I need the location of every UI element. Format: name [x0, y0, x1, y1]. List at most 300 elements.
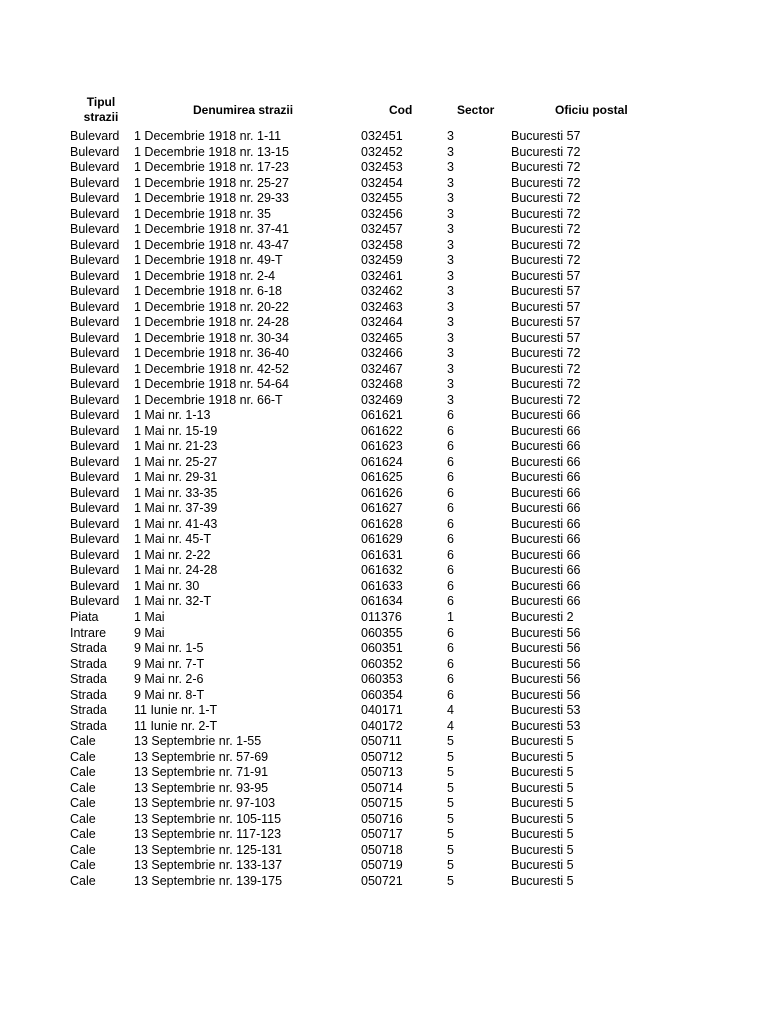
- cell-post-office: Bucuresti 66: [511, 470, 581, 485]
- table-row: [0, 579, 768, 595]
- cell-street-name: 13 Septembrie nr. 133-137: [134, 858, 283, 873]
- cell-sector: 5: [447, 873, 454, 888]
- cell-postal-code: 050713: [361, 765, 403, 780]
- cell-street-type: Strada: [70, 718, 107, 733]
- cell-sector: 3: [447, 377, 454, 392]
- cell-post-office: Bucuresti 5: [511, 858, 574, 873]
- cell-post-office: Bucuresti 66: [511, 485, 581, 500]
- cell-sector: 6: [447, 532, 454, 547]
- cell-postal-code: 050715: [361, 796, 403, 811]
- cell-street-name: 13 Septembrie nr. 125-131: [134, 842, 283, 857]
- table-row: [0, 796, 768, 812]
- table-row: [0, 331, 768, 347]
- cell-street-name: 1 Mai: [134, 609, 165, 624]
- cell-street-name: 1 Decembrie 1918 nr. 20-22: [134, 299, 289, 314]
- cell-street-name: 1 Decembrie 1918 nr. 43-47: [134, 237, 289, 252]
- cell-street-type: Bulevard: [70, 392, 120, 407]
- cell-street-name: 1 Decembrie 1918 nr. 17-23: [134, 160, 289, 175]
- table-row: [0, 874, 768, 890]
- cell-sector: 5: [447, 811, 454, 826]
- cell-street-name: 13 Septembrie nr. 1-55: [134, 734, 262, 749]
- cell-sector: 6: [447, 501, 454, 516]
- cell-sector: 6: [447, 656, 454, 671]
- cell-sector: 6: [447, 470, 454, 485]
- cell-post-office: Bucuresti 66: [511, 439, 581, 454]
- cell-post-office: Bucuresti 72: [511, 392, 581, 407]
- cell-postal-code: 061632: [361, 563, 403, 578]
- cell-street-type: Bulevard: [70, 408, 120, 423]
- cell-post-office: Bucuresti 57: [511, 129, 581, 143]
- cell-street-name: 13 Septembrie nr. 117-123: [134, 827, 282, 842]
- cell-street-type: Bulevard: [70, 470, 120, 485]
- cell-street-name: 1 Mai nr. 41-43: [134, 516, 218, 531]
- header-cod: Cod: [389, 103, 413, 117]
- cell-sector: 3: [447, 268, 454, 283]
- cell-postal-code: 060355: [361, 625, 403, 640]
- cell-street-type: Bulevard: [70, 377, 120, 392]
- cell-postal-code: 032463: [361, 299, 403, 314]
- cell-street-type: Bulevard: [70, 268, 120, 283]
- cell-postal-code: 032457: [361, 222, 403, 237]
- cell-postal-code: 032468: [361, 377, 403, 392]
- cell-street-name: 1 Mai nr. 37-39: [134, 501, 218, 516]
- cell-sector: 3: [447, 206, 454, 221]
- cell-sector: 5: [447, 749, 454, 764]
- cell-postal-code: 032461: [361, 268, 403, 283]
- table-row: [0, 703, 768, 719]
- cell-postal-code: 032462: [361, 284, 403, 299]
- table-row: [0, 207, 768, 223]
- cell-postal-code: 032456: [361, 206, 403, 221]
- cell-post-office: Bucuresti 72: [511, 191, 581, 206]
- table-row: [0, 626, 768, 642]
- table-row: [0, 781, 768, 797]
- header-sector: Sector: [457, 103, 495, 117]
- cell-sector: 3: [447, 299, 454, 314]
- cell-sector: 1: [447, 609, 454, 624]
- table-row: [0, 408, 768, 424]
- cell-sector: 6: [447, 563, 454, 578]
- cell-post-office: Bucuresti 5: [511, 873, 574, 888]
- table-row: [0, 129, 768, 145]
- cell-street-type: Bulevard: [70, 578, 120, 593]
- cell-postal-code: 032467: [361, 361, 403, 376]
- cell-postal-code: 061631: [361, 547, 403, 562]
- cell-post-office: Bucuresti 72: [511, 361, 581, 376]
- cell-street-name: 1 Mai nr. 1-13: [134, 408, 211, 423]
- cell-postal-code: 032455: [361, 191, 403, 206]
- cell-postal-code: 050712: [361, 749, 403, 764]
- cell-postal-code: 050721: [361, 873, 403, 888]
- cell-post-office: Bucuresti 66: [511, 532, 581, 547]
- cell-street-name: 1 Decembrie 1918 nr. 35: [134, 206, 271, 221]
- cell-sector: 3: [447, 346, 454, 361]
- cell-street-name: 11 Iunie nr. 1-T: [134, 703, 218, 718]
- cell-street-type: Bulevard: [70, 299, 120, 314]
- cell-post-office: Bucuresti 57: [511, 299, 581, 314]
- cell-street-type: Bulevard: [70, 160, 120, 175]
- cell-sector: 6: [447, 578, 454, 593]
- table-row: [0, 532, 768, 548]
- cell-street-type: Cale: [70, 811, 96, 826]
- cell-street-name: 1 Mai nr. 33-35: [134, 485, 218, 500]
- cell-post-office: Bucuresti 72: [511, 222, 581, 237]
- cell-street-type: Bulevard: [70, 129, 120, 143]
- cell-sector: 6: [447, 408, 454, 423]
- cell-post-office: Bucuresti 5: [511, 811, 574, 826]
- table-row: [0, 548, 768, 564]
- table-row: [0, 672, 768, 688]
- cell-postal-code: 061633: [361, 578, 403, 593]
- cell-post-office: Bucuresti 57: [511, 330, 581, 345]
- cell-street-name: 1 Decembrie 1918 nr. 30-34: [134, 330, 289, 345]
- cell-street-name: 1 Mai nr. 29-31: [134, 470, 218, 485]
- table-row: [0, 284, 768, 300]
- cell-postal-code: 060352: [361, 656, 403, 671]
- cell-sector: 6: [447, 454, 454, 469]
- table-row: [0, 455, 768, 471]
- cell-post-office: Bucuresti 72: [511, 206, 581, 221]
- cell-street-type: Bulevard: [70, 206, 120, 221]
- table-row: [0, 238, 768, 254]
- table-body: [0, 129, 768, 889]
- cell-sector: 5: [447, 827, 454, 842]
- cell-postal-code: 061621: [361, 408, 403, 423]
- cell-street-name: 13 Septembrie nr. 97-103: [134, 796, 276, 811]
- cell-street-type: Cale: [70, 842, 96, 857]
- cell-sector: 3: [447, 330, 454, 345]
- table-row: [0, 362, 768, 378]
- cell-post-office: Bucuresti 72: [511, 175, 581, 190]
- table-row: [0, 222, 768, 238]
- cell-sector: 4: [447, 718, 454, 733]
- cell-sector: 5: [447, 765, 454, 780]
- cell-street-type: Bulevard: [70, 237, 120, 252]
- cell-postal-code: 061623: [361, 439, 403, 454]
- cell-postal-code: 061624: [361, 454, 403, 469]
- cell-postal-code: 050717: [361, 827, 403, 842]
- table-row: [0, 688, 768, 704]
- cell-street-type: Bulevard: [70, 191, 120, 206]
- cell-post-office: Bucuresti 53: [511, 703, 581, 718]
- cell-post-office: Bucuresti 5: [511, 827, 574, 842]
- cell-postal-code: 040171: [361, 703, 403, 718]
- cell-postal-code: 032458: [361, 237, 403, 252]
- table-row: [0, 160, 768, 176]
- cell-street-name: 1 Mai nr. 25-27: [134, 454, 218, 469]
- cell-postal-code: 060351: [361, 641, 403, 656]
- cell-postal-code: 061622: [361, 423, 403, 438]
- cell-street-name: 1 Decembrie 1918 nr. 29-33: [134, 191, 289, 206]
- table-row: [0, 641, 768, 657]
- table-row: [0, 253, 768, 269]
- cell-post-office: Bucuresti 5: [511, 765, 574, 780]
- cell-postal-code: 061627: [361, 501, 403, 516]
- cell-post-office: Bucuresti 56: [511, 641, 581, 656]
- table-row: [0, 501, 768, 517]
- cell-street-type: Bulevard: [70, 315, 120, 330]
- cell-sector: 3: [447, 315, 454, 330]
- cell-street-type: Intrare: [70, 625, 107, 640]
- cell-sector: 6: [447, 687, 454, 702]
- table-row: [0, 750, 768, 766]
- cell-street-name: 1 Decembrie 1918 nr. 1-11: [134, 129, 282, 143]
- header-tipul-line1: Tipul: [86, 95, 116, 109]
- cell-postal-code: 032453: [361, 160, 403, 175]
- cell-street-name: 11 Iunie nr. 2-T: [134, 718, 218, 733]
- cell-street-name: 1 Decembrie 1918 nr. 54-64: [134, 377, 289, 392]
- cell-street-type: Bulevard: [70, 144, 120, 159]
- cell-sector: 5: [447, 734, 454, 749]
- table-row: [0, 424, 768, 440]
- cell-postal-code: 061628: [361, 516, 403, 531]
- cell-sector: 4: [447, 703, 454, 718]
- cell-post-office: Bucuresti 72: [511, 346, 581, 361]
- cell-post-office: Bucuresti 56: [511, 672, 581, 687]
- table-row: [0, 393, 768, 409]
- cell-street-type: Strada: [70, 672, 107, 687]
- table-row: [0, 145, 768, 161]
- cell-street-type: Strada: [70, 687, 107, 702]
- cell-street-type: Cale: [70, 734, 96, 749]
- cell-sector: 3: [447, 129, 454, 143]
- table-row: [0, 439, 768, 455]
- cell-post-office: Bucuresti 57: [511, 268, 581, 283]
- cell-sector: 5: [447, 858, 454, 873]
- cell-post-office: Bucuresti 66: [511, 563, 581, 578]
- cell-street-name: 9 Mai nr. 1-5: [134, 641, 204, 656]
- cell-sector: 6: [447, 672, 454, 687]
- cell-street-name: 1 Decembrie 1918 nr. 42-52: [134, 361, 289, 376]
- table-row: [0, 176, 768, 192]
- table-row: [0, 610, 768, 626]
- table-row: [0, 470, 768, 486]
- table-row: [0, 594, 768, 610]
- cell-post-office: Bucuresti 2: [511, 609, 574, 624]
- cell-post-office: Bucuresti 72: [511, 237, 581, 252]
- cell-street-type: Bulevard: [70, 439, 120, 454]
- table-row: [0, 827, 768, 843]
- cell-post-office: Bucuresti 72: [511, 160, 581, 175]
- cell-street-name: 1 Decembrie 1918 nr. 66-T: [134, 392, 283, 407]
- cell-post-office: Bucuresti 66: [511, 408, 581, 423]
- table-row: [0, 377, 768, 393]
- table-row: [0, 315, 768, 331]
- cell-street-type: Bulevard: [70, 532, 120, 547]
- cell-sector: 6: [447, 423, 454, 438]
- cell-street-type: Strada: [70, 656, 107, 671]
- cell-postal-code: 060354: [361, 687, 403, 702]
- cell-street-type: Bulevard: [70, 253, 120, 268]
- cell-postal-code: 061625: [361, 470, 403, 485]
- cell-street-name: 13 Septembrie nr. 57-69: [134, 749, 269, 764]
- cell-postal-code: 032465: [361, 330, 403, 345]
- cell-street-name: 13 Septembrie nr. 93-95: [134, 780, 269, 795]
- cell-street-type: Bulevard: [70, 501, 120, 516]
- cell-street-name: 9 Mai nr. 8-T: [134, 687, 205, 702]
- cell-postal-code: 050719: [361, 858, 403, 873]
- cell-sector: 3: [447, 144, 454, 159]
- cell-street-type: Bulevard: [70, 563, 120, 578]
- cell-postal-code: 032454: [361, 175, 403, 190]
- cell-sector: 6: [447, 594, 454, 609]
- cell-sector: 5: [447, 842, 454, 857]
- cell-street-type: Bulevard: [70, 594, 120, 609]
- cell-post-office: Bucuresti 66: [511, 454, 581, 469]
- cell-sector: 6: [447, 516, 454, 531]
- cell-sector: 3: [447, 222, 454, 237]
- cell-postal-code: 032464: [361, 315, 403, 330]
- cell-sector: 5: [447, 796, 454, 811]
- cell-street-type: Bulevard: [70, 284, 120, 299]
- cell-street-name: 1 Mai nr. 2-22: [134, 547, 211, 562]
- table-row: [0, 843, 768, 859]
- cell-post-office: Bucuresti 56: [511, 656, 581, 671]
- cell-postal-code: 050716: [361, 811, 403, 826]
- cell-street-name: 1 Mai nr. 45-T: [134, 532, 212, 547]
- table-row: [0, 765, 768, 781]
- cell-postal-code: 032459: [361, 253, 403, 268]
- cell-street-type: Strada: [70, 703, 107, 718]
- cell-street-name: 1 Mai nr. 21-23: [134, 439, 218, 454]
- cell-post-office: Bucuresti 66: [511, 501, 581, 516]
- cell-street-name: 1 Decembrie 1918 nr. 49-T: [134, 253, 283, 268]
- cell-street-name: 1 Decembrie 1918 nr. 2-4: [134, 268, 276, 283]
- cell-sector: 3: [447, 160, 454, 175]
- cell-street-type: Cale: [70, 873, 96, 888]
- table-row: [0, 191, 768, 207]
- cell-postal-code: 061626: [361, 485, 403, 500]
- cell-street-name: 13 Septembrie nr. 71-91: [134, 765, 269, 780]
- cell-street-type: Bulevard: [70, 346, 120, 361]
- cell-sector: 6: [447, 485, 454, 500]
- cell-postal-code: 011376: [361, 609, 402, 624]
- cell-street-name: 1 Mai nr. 24-28: [134, 563, 218, 578]
- cell-street-name: 1 Decembrie 1918 nr. 13-15: [134, 144, 289, 159]
- cell-sector: 6: [447, 439, 454, 454]
- cell-postal-code: 050711: [361, 734, 402, 749]
- cell-postal-code: 032451: [361, 129, 403, 143]
- cell-street-type: Bulevard: [70, 516, 120, 531]
- cell-street-name: 1 Decembrie 1918 nr. 37-41: [134, 222, 289, 237]
- cell-sector: 6: [447, 547, 454, 562]
- cell-sector: 3: [447, 253, 454, 268]
- cell-street-type: Cale: [70, 796, 96, 811]
- cell-sector: 6: [447, 641, 454, 656]
- cell-sector: 3: [447, 237, 454, 252]
- cell-street-type: Bulevard: [70, 222, 120, 237]
- cell-street-name: 13 Septembrie nr. 105-115: [134, 811, 282, 826]
- cell-sector: 5: [447, 780, 454, 795]
- cell-street-name: 1 Decembrie 1918 nr. 24-28: [134, 315, 289, 330]
- table-row: [0, 269, 768, 285]
- cell-street-name: 9 Mai nr. 2-6: [134, 672, 204, 687]
- cell-street-type: Piata: [70, 609, 99, 624]
- cell-post-office: Bucuresti 5: [511, 749, 574, 764]
- cell-sector: 3: [447, 191, 454, 206]
- cell-post-office: Bucuresti 66: [511, 547, 581, 562]
- cell-sector: 3: [447, 361, 454, 376]
- cell-street-type: Cale: [70, 858, 96, 873]
- cell-sector: 3: [447, 392, 454, 407]
- cell-sector: 3: [447, 175, 454, 190]
- cell-street-name: 1 Mai nr. 30: [134, 578, 200, 593]
- table-row: [0, 812, 768, 828]
- cell-post-office: Bucuresti 66: [511, 423, 581, 438]
- cell-postal-code: 061634: [361, 594, 403, 609]
- cell-post-office: Bucuresti 5: [511, 780, 574, 795]
- table-row: [0, 517, 768, 533]
- cell-street-type: Bulevard: [70, 361, 120, 376]
- table-row: [0, 657, 768, 673]
- table-row: [0, 734, 768, 750]
- table-row: [0, 719, 768, 735]
- cell-street-type: Bulevard: [70, 485, 120, 500]
- cell-postal-code: 032466: [361, 346, 403, 361]
- cell-street-type: Cale: [70, 827, 96, 842]
- header-denumirea-strazii: Denumirea strazii: [193, 103, 294, 117]
- cell-street-type: Bulevard: [70, 330, 120, 345]
- cell-sector: 6: [447, 625, 454, 640]
- cell-post-office: Bucuresti 72: [511, 144, 581, 159]
- cell-post-office: Bucuresti 57: [511, 284, 581, 299]
- cell-post-office: Bucuresti 5: [511, 796, 574, 811]
- cell-postal-code: 050714: [361, 780, 403, 795]
- cell-post-office: Bucuresti 56: [511, 625, 581, 640]
- header-tipul-strazii: [78, 95, 124, 125]
- table-row: [0, 486, 768, 502]
- cell-street-name: 1 Decembrie 1918 nr. 36-40: [134, 346, 289, 361]
- cell-post-office: Bucuresti 66: [511, 594, 581, 609]
- cell-sector: 3: [447, 284, 454, 299]
- table-row: [0, 563, 768, 579]
- cell-street-name: 13 Septembrie nr. 139-175: [134, 873, 283, 888]
- cell-street-name: 9 Mai: [134, 625, 165, 640]
- table-row: [0, 346, 768, 362]
- cell-street-name: 9 Mai nr. 7-T: [134, 656, 205, 671]
- cell-postal-code: 040172: [361, 718, 403, 733]
- table-row: [0, 858, 768, 874]
- cell-postal-code: 060353: [361, 672, 403, 687]
- cell-post-office: Bucuresti 72: [511, 253, 581, 268]
- header-oficiu-postal: Oficiu postal: [555, 103, 628, 117]
- cell-postal-code: 061629: [361, 532, 403, 547]
- cell-post-office: Bucuresti 72: [511, 377, 581, 392]
- cell-street-type: Bulevard: [70, 175, 120, 190]
- cell-post-office: Bucuresti 56: [511, 687, 581, 702]
- cell-street-type: Cale: [70, 749, 96, 764]
- cell-postal-code: 050718: [361, 842, 403, 857]
- cell-post-office: Bucuresti 53: [511, 718, 581, 733]
- cell-street-name: 1 Mai nr. 15-19: [134, 423, 218, 438]
- cell-post-office: Bucuresti 66: [511, 516, 581, 531]
- cell-street-type: Cale: [70, 780, 96, 795]
- cell-street-type: Bulevard: [70, 454, 120, 469]
- cell-postal-code: 032452: [361, 144, 403, 159]
- header-tipul-line2: strazii: [83, 110, 119, 124]
- cell-post-office: Bucuresti 57: [511, 315, 581, 330]
- cell-street-type: Bulevard: [70, 547, 120, 562]
- cell-street-type: Strada: [70, 641, 107, 656]
- table-row: [0, 300, 768, 316]
- cell-street-name: 1 Decembrie 1918 nr. 6-18: [134, 284, 283, 299]
- cell-street-type: Bulevard: [70, 423, 120, 438]
- cell-street-name: 1 Mai nr. 32-T: [134, 594, 212, 609]
- cell-street-type: Cale: [70, 765, 96, 780]
- cell-post-office: Bucuresti 5: [511, 734, 574, 749]
- cell-street-name: 1 Decembrie 1918 nr. 25-27: [134, 175, 289, 190]
- cell-post-office: Bucuresti 66: [511, 578, 581, 593]
